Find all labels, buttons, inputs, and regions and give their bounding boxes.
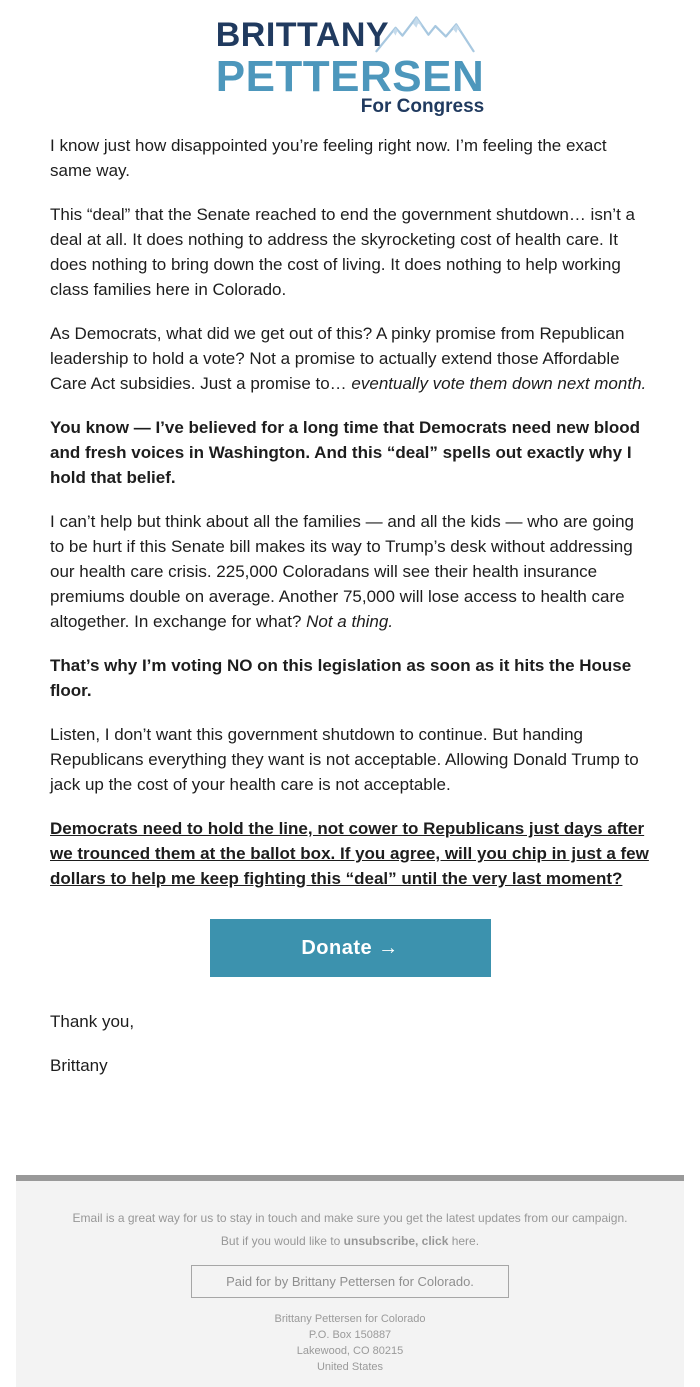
email-footer bbox=[16, 1175, 684, 1387]
campaign-logo bbox=[216, 18, 485, 117]
signature: Brittany bbox=[50, 1056, 108, 1075]
campaign-address bbox=[56, 1311, 644, 1375]
disclaimer-text-start: Email is a great way for us to stay in touch and make sure you get the latest updates from our campaign. But if you would like to bbox=[72, 1211, 628, 1248]
email-header bbox=[0, 0, 700, 117]
paragraph-intro: I know just how disappointed you’re feeling right now. I’m feeling the exact same way. bbox=[50, 136, 607, 180]
footer-disclaimer bbox=[65, 1207, 635, 1253]
logo-name-line2: PETTERSEN bbox=[215, 52, 485, 101]
paragraph-families-italic: Not a thing. bbox=[306, 612, 394, 631]
paragraph-listen: Listen, I don’t want this government shutdown to continue. But handing Republicans everything they want is not acceptable. Allowing Donald Trump to jack up the cost of your health care is not acceptable. bbox=[50, 725, 639, 794]
disclaimer-text-end: here. bbox=[448, 1234, 480, 1248]
paragraph-democrats bbox=[50, 321, 650, 396]
paragraph-democrats-italic: eventually vote them down next month. bbox=[351, 374, 647, 393]
letter-body bbox=[0, 133, 700, 1175]
paragraph-voting-no: That’s why I’m voting NO on this legislation as soon as it hits the House floor. bbox=[50, 656, 632, 700]
paragraph-deal: This “deal” that the Senate reached to end the government shutdown… isn’t a deal at all. It does nothing to address the skyrocketing cost of health care. It does nothing to bring down the cost of living. It does nothing to help working class families here in Colorado. bbox=[50, 205, 635, 299]
paragraph-new-blood: You know — I’ve believed for a long time that Democrats need new blood and fresh voices in Washington. And this “deal” spells out exactly why I hold that belief. bbox=[50, 418, 641, 487]
address-line-city-state: Lakewood, CO 80215 bbox=[296, 1345, 404, 1357]
paragraph-families-text: I can’t help but think about all the families — and all the kids — who are going to be hurt if this Senate bill makes its way to Trump’s desk without addressing our health care crisis. 225,000 Coloradans will see their health insurance premiums double on average. Another 75,000 will lose access to health care altogether. In exchange for what? bbox=[50, 512, 635, 631]
chip-in-link[interactable]: Democrats need to hold the line, not cower to Republicans just days after we trounced them at the ballot box. If you agree, will you chip in just a few dollars to help me keep fighting this “deal” until the very last moment? bbox=[50, 819, 649, 888]
logo-tagline: For Congress bbox=[360, 96, 485, 117]
address-line-organization: Brittany Pettersen for Colorado bbox=[274, 1313, 426, 1325]
address-line-country: United States bbox=[316, 1361, 384, 1373]
address-line-po-box: P.O. Box 150887 bbox=[308, 1329, 392, 1341]
closing-line: Thank you, bbox=[50, 1012, 135, 1031]
unsubscribe-link[interactable]: unsubscribe, click bbox=[343, 1234, 449, 1248]
paragraph-families bbox=[50, 509, 650, 634]
donate-button-container bbox=[50, 919, 650, 977]
paragraph-democrats-text: As Democrats, what did we get out of this? A pinky promise from Republican leadership to hold a vote? Not a promise to actually extend those Affordable Care Act subsidies. Just a promise to… bbox=[50, 324, 625, 393]
paid-for-disclaimer-box: Paid for by Brittany Pettersen for Colorado. bbox=[191, 1265, 509, 1298]
logo-name-line1: BRITTANY bbox=[215, 16, 390, 54]
donate-button[interactable]: Donate → bbox=[210, 919, 491, 977]
